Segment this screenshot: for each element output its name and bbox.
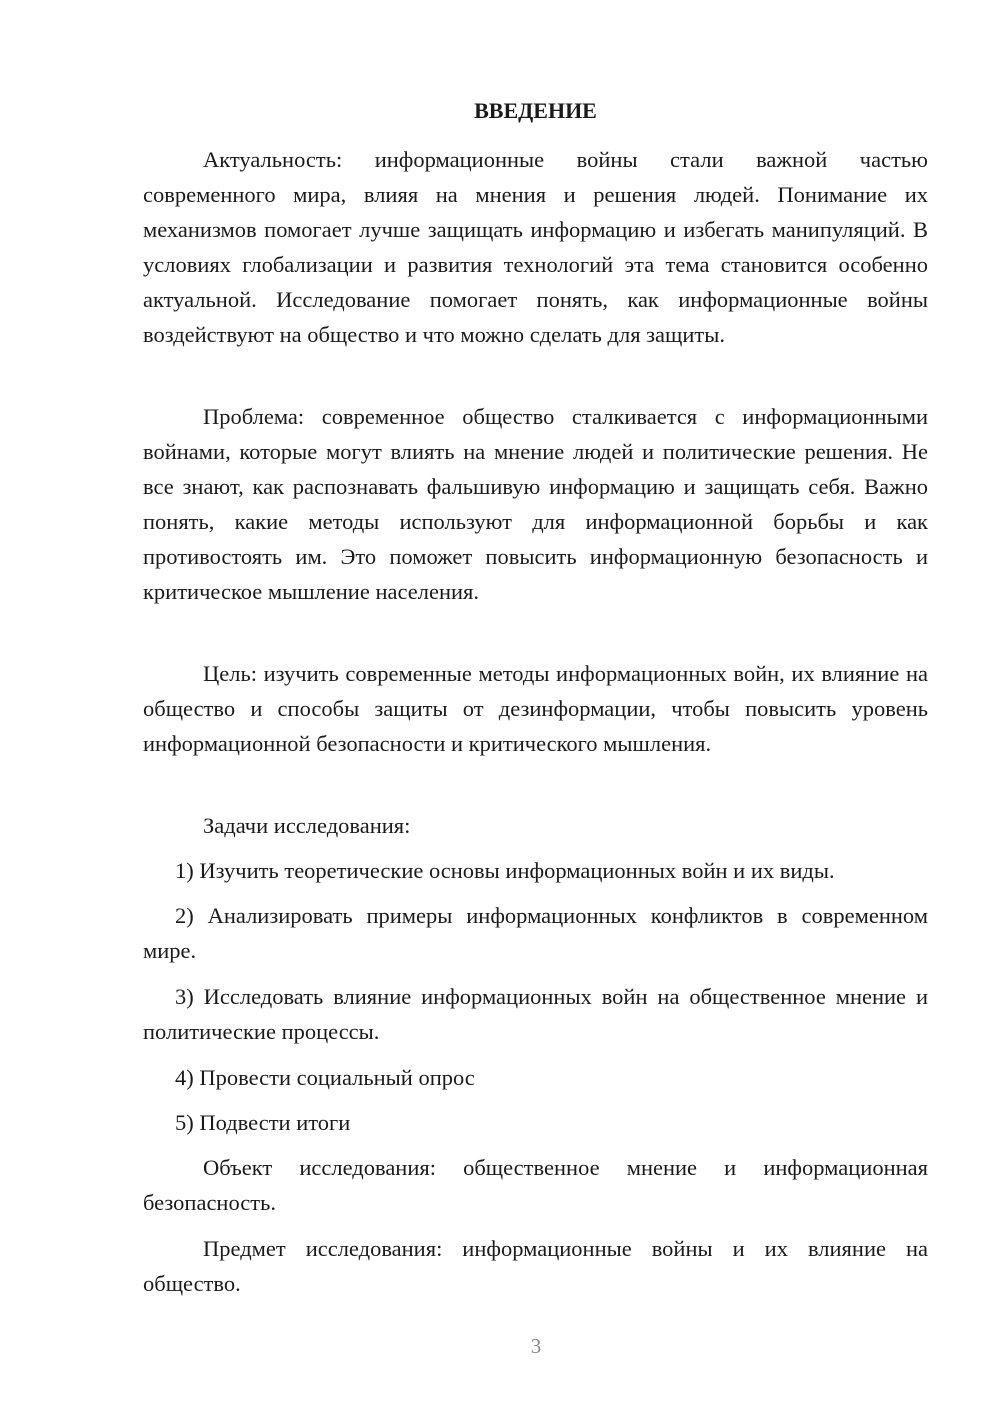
task-item-3: 3) Исследовать влияние информационных войн на общественное мнение и политические процессы. (143, 984, 928, 1044)
task-item-2: 2) Анализировать примеры информационных конфликтов в современном мире. (143, 903, 928, 963)
task-item-5: 5) Подвести итоги (175, 1110, 351, 1135)
relevance-paragraph: Актуальность: информационные войны стали важной частью современного мира, влияя на мнения и решения людей. Понимание их механизмов помогает лучше защищать информацию и избегать манипуляций. В условиях глобализации и развития технологий эта тема становится особенно актуальной. Исследование помогает понять, как информационные войны воздействуют на общество и что можно сделать для защиты. (143, 147, 928, 347)
task-item-1: 1) Изучить теоретические основы информационных войн и их виды. (175, 858, 835, 883)
page-title: ВВЕДЕНИЕ (474, 98, 597, 123)
tasks-heading: Задачи исследования: (203, 813, 411, 838)
page-number: 3 (530, 1334, 542, 1358)
object-paragraph: Объект исследования: общественное мнение и информационная безопасность. (143, 1155, 928, 1215)
task-item-4: 4) Провести социальный опрос (175, 1065, 475, 1090)
subject-paragraph: Предмет исследования: информационные войны и их влияние на общество. (143, 1236, 928, 1296)
problem-paragraph: Проблема: современное общество сталкивается с информационными войнами, которые могут влиять на мнение людей и политические решения. Не все знают, как распознавать фальшивую информацию и защищать себя. Важно понять, какие методы используют для информационной борьбы и как противостоять им. Это поможет повысить информационную безопасность и критическое мышление населения. (143, 404, 928, 604)
goal-paragraph: Цель: изучить современные методы информационных войн, их влияние на общество и способы защиты от дезинформации, чтобы повысить уровень информационной безопасности и критического мышления. (143, 661, 928, 756)
